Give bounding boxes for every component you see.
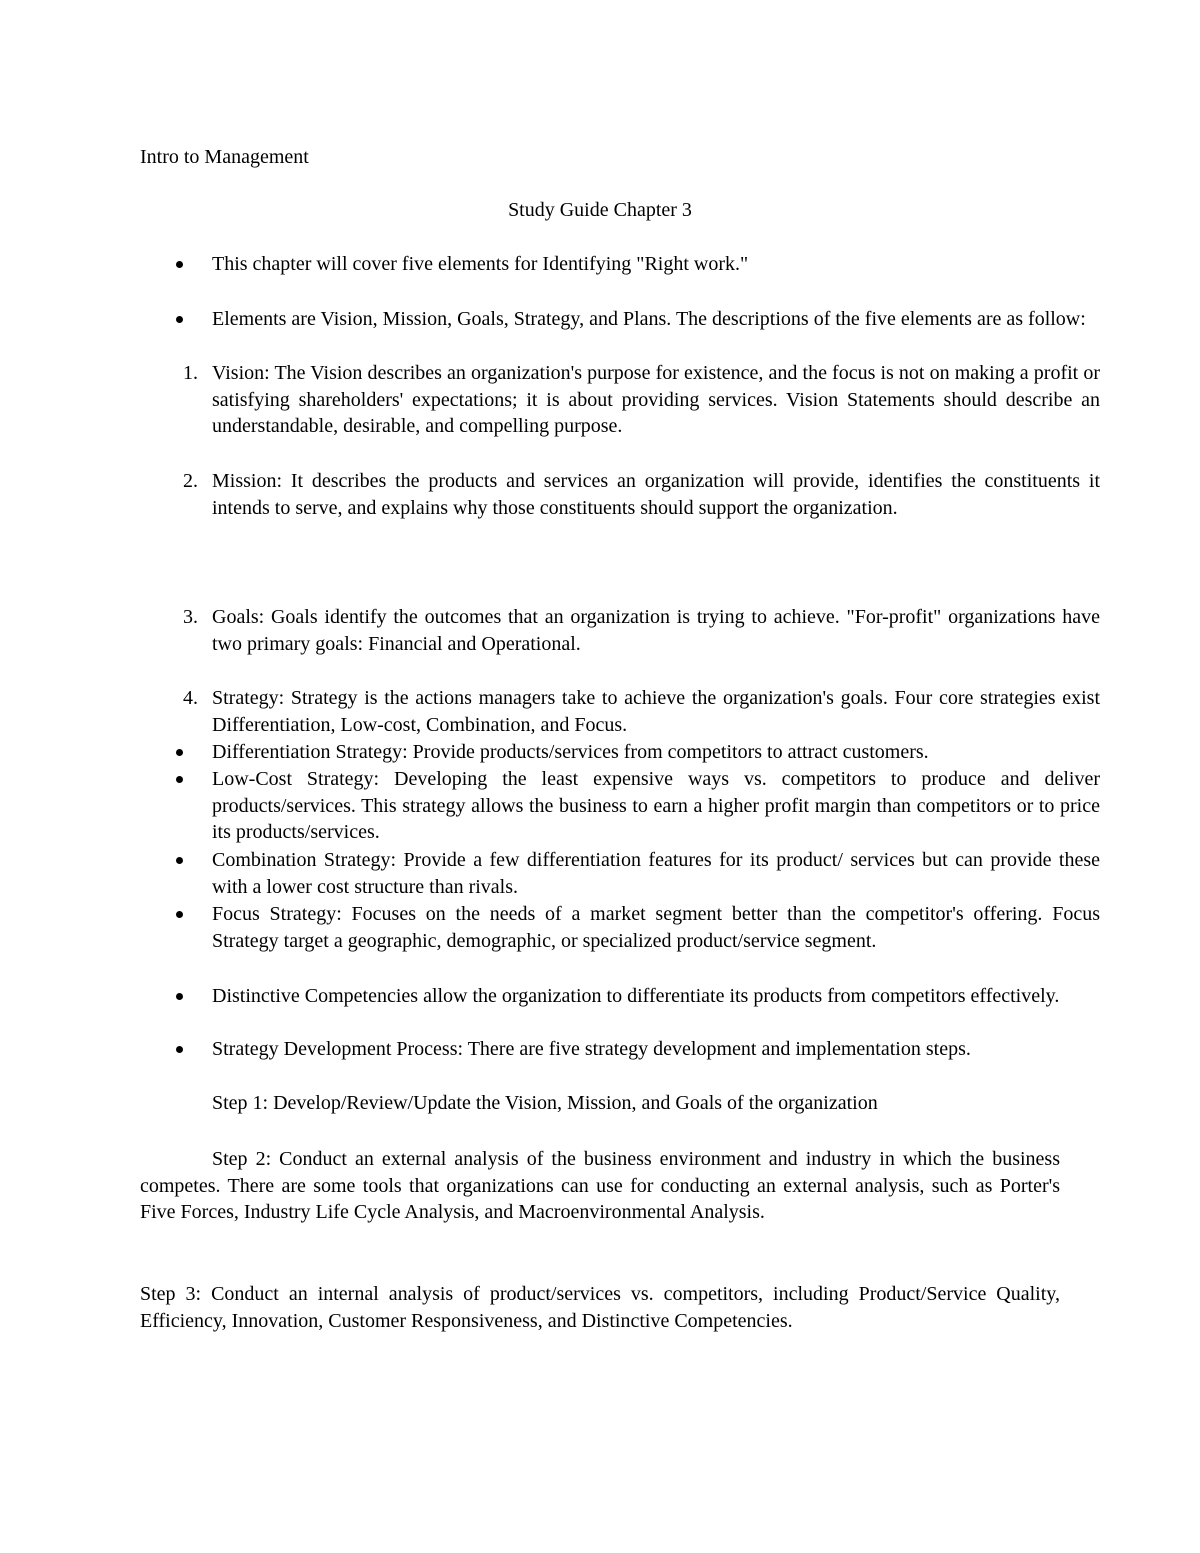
bullet-icon (176, 993, 183, 1000)
step-one-text: Step 1: Develop/Review/Update the Vision, Mission, and Goals of the organization (212, 1092, 878, 1114)
list-item-text: Low-Cost Strategy: Developing the least expensive ways vs. competitors to produce and deliver products/services. This strategy allows the business to earn a higher profit margin than competitors or to price its products/services. (212, 768, 1100, 844)
list-item (170, 766, 1100, 846)
list-item-text: Elements are Vision, Mission, Goals, Strategy, and Plans. The descriptions of the five elements are as follow: (212, 308, 1086, 330)
bullet-icon (176, 911, 183, 918)
item-number: 2. (183, 470, 198, 492)
bullet-icon (176, 1046, 183, 1053)
list-item (170, 306, 1100, 333)
step-one (170, 1090, 1100, 1117)
list-item (170, 251, 1100, 278)
bullet-icon (176, 776, 183, 783)
list-item-text: Focus Strategy: Focuses on the needs of a market segment better than the competitor's offering. Focus Strategy target a geographic, demographic, or specialized product/service segment. (212, 903, 1100, 952)
numbered-item (170, 604, 1100, 657)
item-number: 1. (183, 362, 198, 384)
numbered-item-text: Vision: The Vision describes an organization's purpose for existence, and the focus is not on making a profit or satisfying shareholders' expectations; it is about providing services. Vision Statements should describe an understandable, desirable, and compelling purpose. (212, 362, 1100, 438)
list-item (170, 983, 1100, 1010)
bullet-icon (176, 261, 183, 268)
bullet-icon (176, 316, 183, 323)
list-item-text: Strategy Development Process: There are five strategy development and implementation steps. (212, 1038, 971, 1060)
list-item-text: This chapter will cover five elements for Identifying "Right work." (212, 253, 749, 275)
numbered-item-text: Strategy: Strategy is the actions managers take to achieve the organization's goals. Four core strategies exist Differentiation, Low-cost, Combination, and Focus. (212, 687, 1100, 736)
page-title: Study Guide Chapter 3 (508, 199, 692, 221)
step-two-paragraph: Step 2: Conduct an external analysis of the business environment and industry in which the business competes. There are some tools that organizations can use for conducting an external analysis, such as Porter's Five Forces, Industry Life Cycle Analysis, and Macroenvironmental Analysis. (140, 1148, 1060, 1224)
list-item-text: Distinctive Competencies allow the organization to differentiate its products from competitors effectively. (212, 985, 1060, 1007)
list-item (170, 1036, 1100, 1063)
item-number: 4. (183, 687, 198, 709)
list-item (170, 739, 1100, 766)
item-number: 3. (183, 606, 198, 628)
numbered-item (170, 468, 1100, 521)
course-title: Intro to Management (140, 146, 309, 168)
list-item-text: Combination Strategy: Provide a few differentiation features for its product/ services but can provide these with a lower cost structure than rivals. (212, 849, 1100, 898)
list-item (170, 901, 1100, 954)
list-item-text: Differentiation Strategy: Provide products/services from competitors to attract customers. (212, 741, 929, 763)
numbered-item (170, 685, 1100, 738)
list-item (170, 847, 1100, 900)
bullet-icon (176, 749, 183, 756)
step-three-paragraph: Step 3: Conduct an internal analysis of product/services vs. competitors, including Product/Service Quality, Efficiency, Innovation, Customer Responsiveness, and Distinctive Competencies. (140, 1283, 1060, 1332)
numbered-item-text: Goals: Goals identify the outcomes that an organization is trying to achieve. "For-profit" organizations have two primary goals: Financial and Operational. (212, 606, 1100, 655)
numbered-item (170, 360, 1100, 440)
bullet-icon (176, 857, 183, 864)
numbered-item-text: Mission: It describes the products and services an organization will provide, identifies the constituents it intends to serve, and explains why those constituents should support the organization. (212, 470, 1100, 519)
